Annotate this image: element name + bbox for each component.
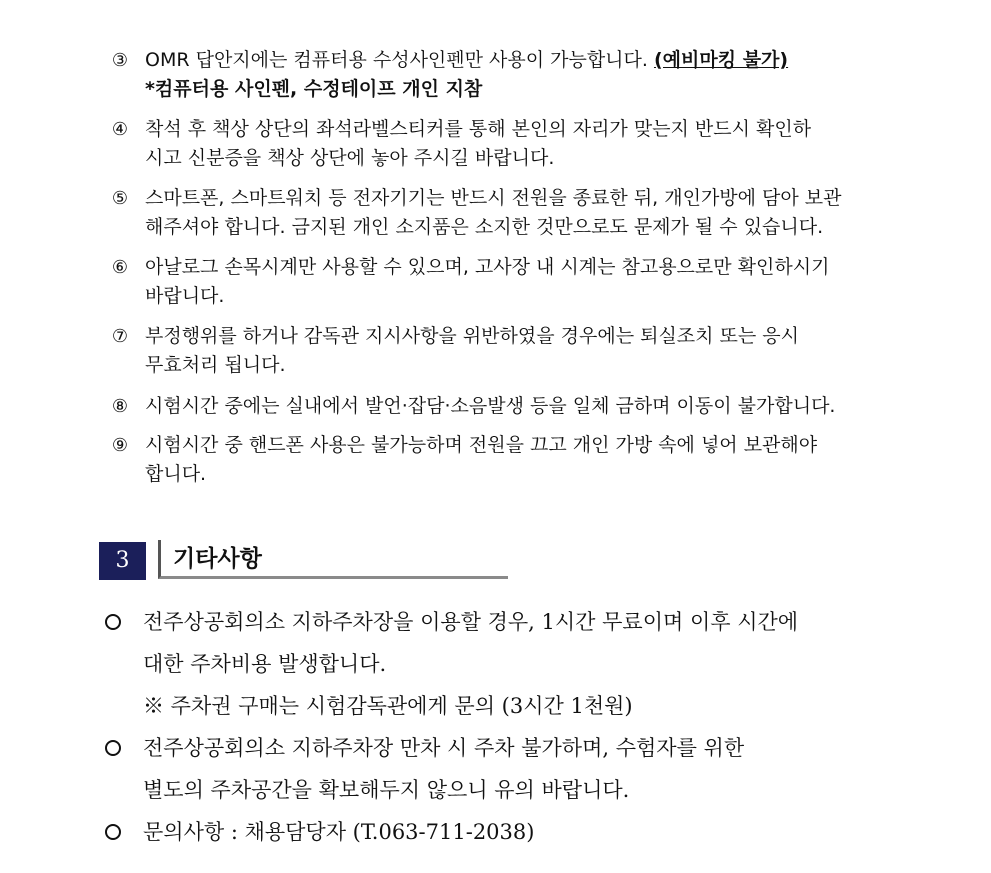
circle-bullet-icon — [105, 614, 121, 630]
item-text: 바랍니다. — [145, 285, 225, 307]
item-text: 시험시간 중에는 실내에서 발언·잡담·소음발생 등을 일체 금하며 이동이 불가합니다. — [145, 395, 836, 417]
item-text: 시험시간 중 핸드폰 사용은 불가능하며 전원을 끄고 개인 가방 속에 넣어 보관해야 — [145, 434, 818, 456]
bullet-text: 문의사항 : 채용담당자 (T.063-711-2038) — [143, 820, 535, 844]
bullet-item-parking-full — [105, 727, 905, 811]
item-subtext: *컴퓨터용 사인펜, 수정테이프 개인 지참 — [145, 78, 483, 100]
section-title: 기타사항 — [158, 540, 508, 579]
item-number: ④ — [111, 119, 129, 140]
circle-bullet-icon — [105, 740, 121, 756]
item-number: ⑦ — [111, 326, 129, 347]
item-number: ⑧ — [111, 396, 129, 417]
item-text: 착석 후 책상 상단의 좌석라벨스티커를 통해 본인의 자리가 맞는지 반드시 확인하 — [145, 118, 812, 140]
bullet-item-parking — [105, 601, 905, 685]
item-text: 아날로그 손목시계만 사용할 수 있으며, 고사장 내 시계는 참고용으로만 확인하시기 — [145, 256, 830, 278]
notice-item-5 — [108, 184, 898, 242]
emphasis-text: (예비마킹 불가) — [653, 49, 789, 71]
item-text: 합니다. — [145, 463, 207, 485]
item-text: 해주셔야 합니다. 금지된 개인 소지품은 소지한 것만으로도 문제가 될 수 있습니다. — [145, 216, 824, 238]
bullet-text: 별도의 주차공간을 확보해두지 않으니 유의 바랍니다. — [143, 778, 630, 802]
notice-item-9 — [108, 431, 898, 489]
notice-item-6 — [108, 253, 898, 311]
notice-item-3 — [108, 46, 898, 104]
bullet-text: 전주상공회의소 지하주차장을 이용할 경우, 1시간 무료이며 이후 시간에 — [143, 610, 799, 634]
bullet-item-contact — [105, 811, 905, 853]
item-number: ③ — [111, 50, 129, 71]
bullet-text: 대한 주차비용 발생합니다. — [143, 652, 387, 676]
notice-item-4 — [108, 115, 898, 173]
item-number: ⑤ — [111, 188, 129, 209]
section-number-badge: 3 — [99, 542, 146, 580]
item-number: ⑨ — [111, 435, 129, 456]
item-text: 무효처리 됩니다. — [145, 354, 286, 376]
circle-bullet-icon — [105, 824, 121, 840]
notice-item-8 — [108, 392, 898, 421]
parking-ticket-note: ※ 주차권 구매는 시험감독관에게 문의 (3시간 1천원) — [143, 694, 633, 718]
item-text: OMR 답안지에는 컴퓨터용 수성사인펜만 사용이 가능합니다. — [145, 49, 654, 71]
item-text: 부정행위를 하거나 감독관 지시사항을 위반하였을 경우에는 퇴실조치 또는 응시 — [145, 325, 800, 347]
item-text: 시고 신분증을 책상 상단에 놓아 주시길 바랍니다. — [145, 147, 555, 169]
notice-item-7 — [108, 322, 898, 380]
item-text: 스마트폰, 스마트워치 등 전자기기는 반드시 전원을 종료한 뒤, 개인가방에 담아 보관 — [145, 187, 842, 209]
bullet-text: 전주상공회의소 지하주차장 만차 시 주차 불가하며, 수험자를 위한 — [143, 736, 745, 760]
item-number: ⑥ — [111, 257, 129, 278]
